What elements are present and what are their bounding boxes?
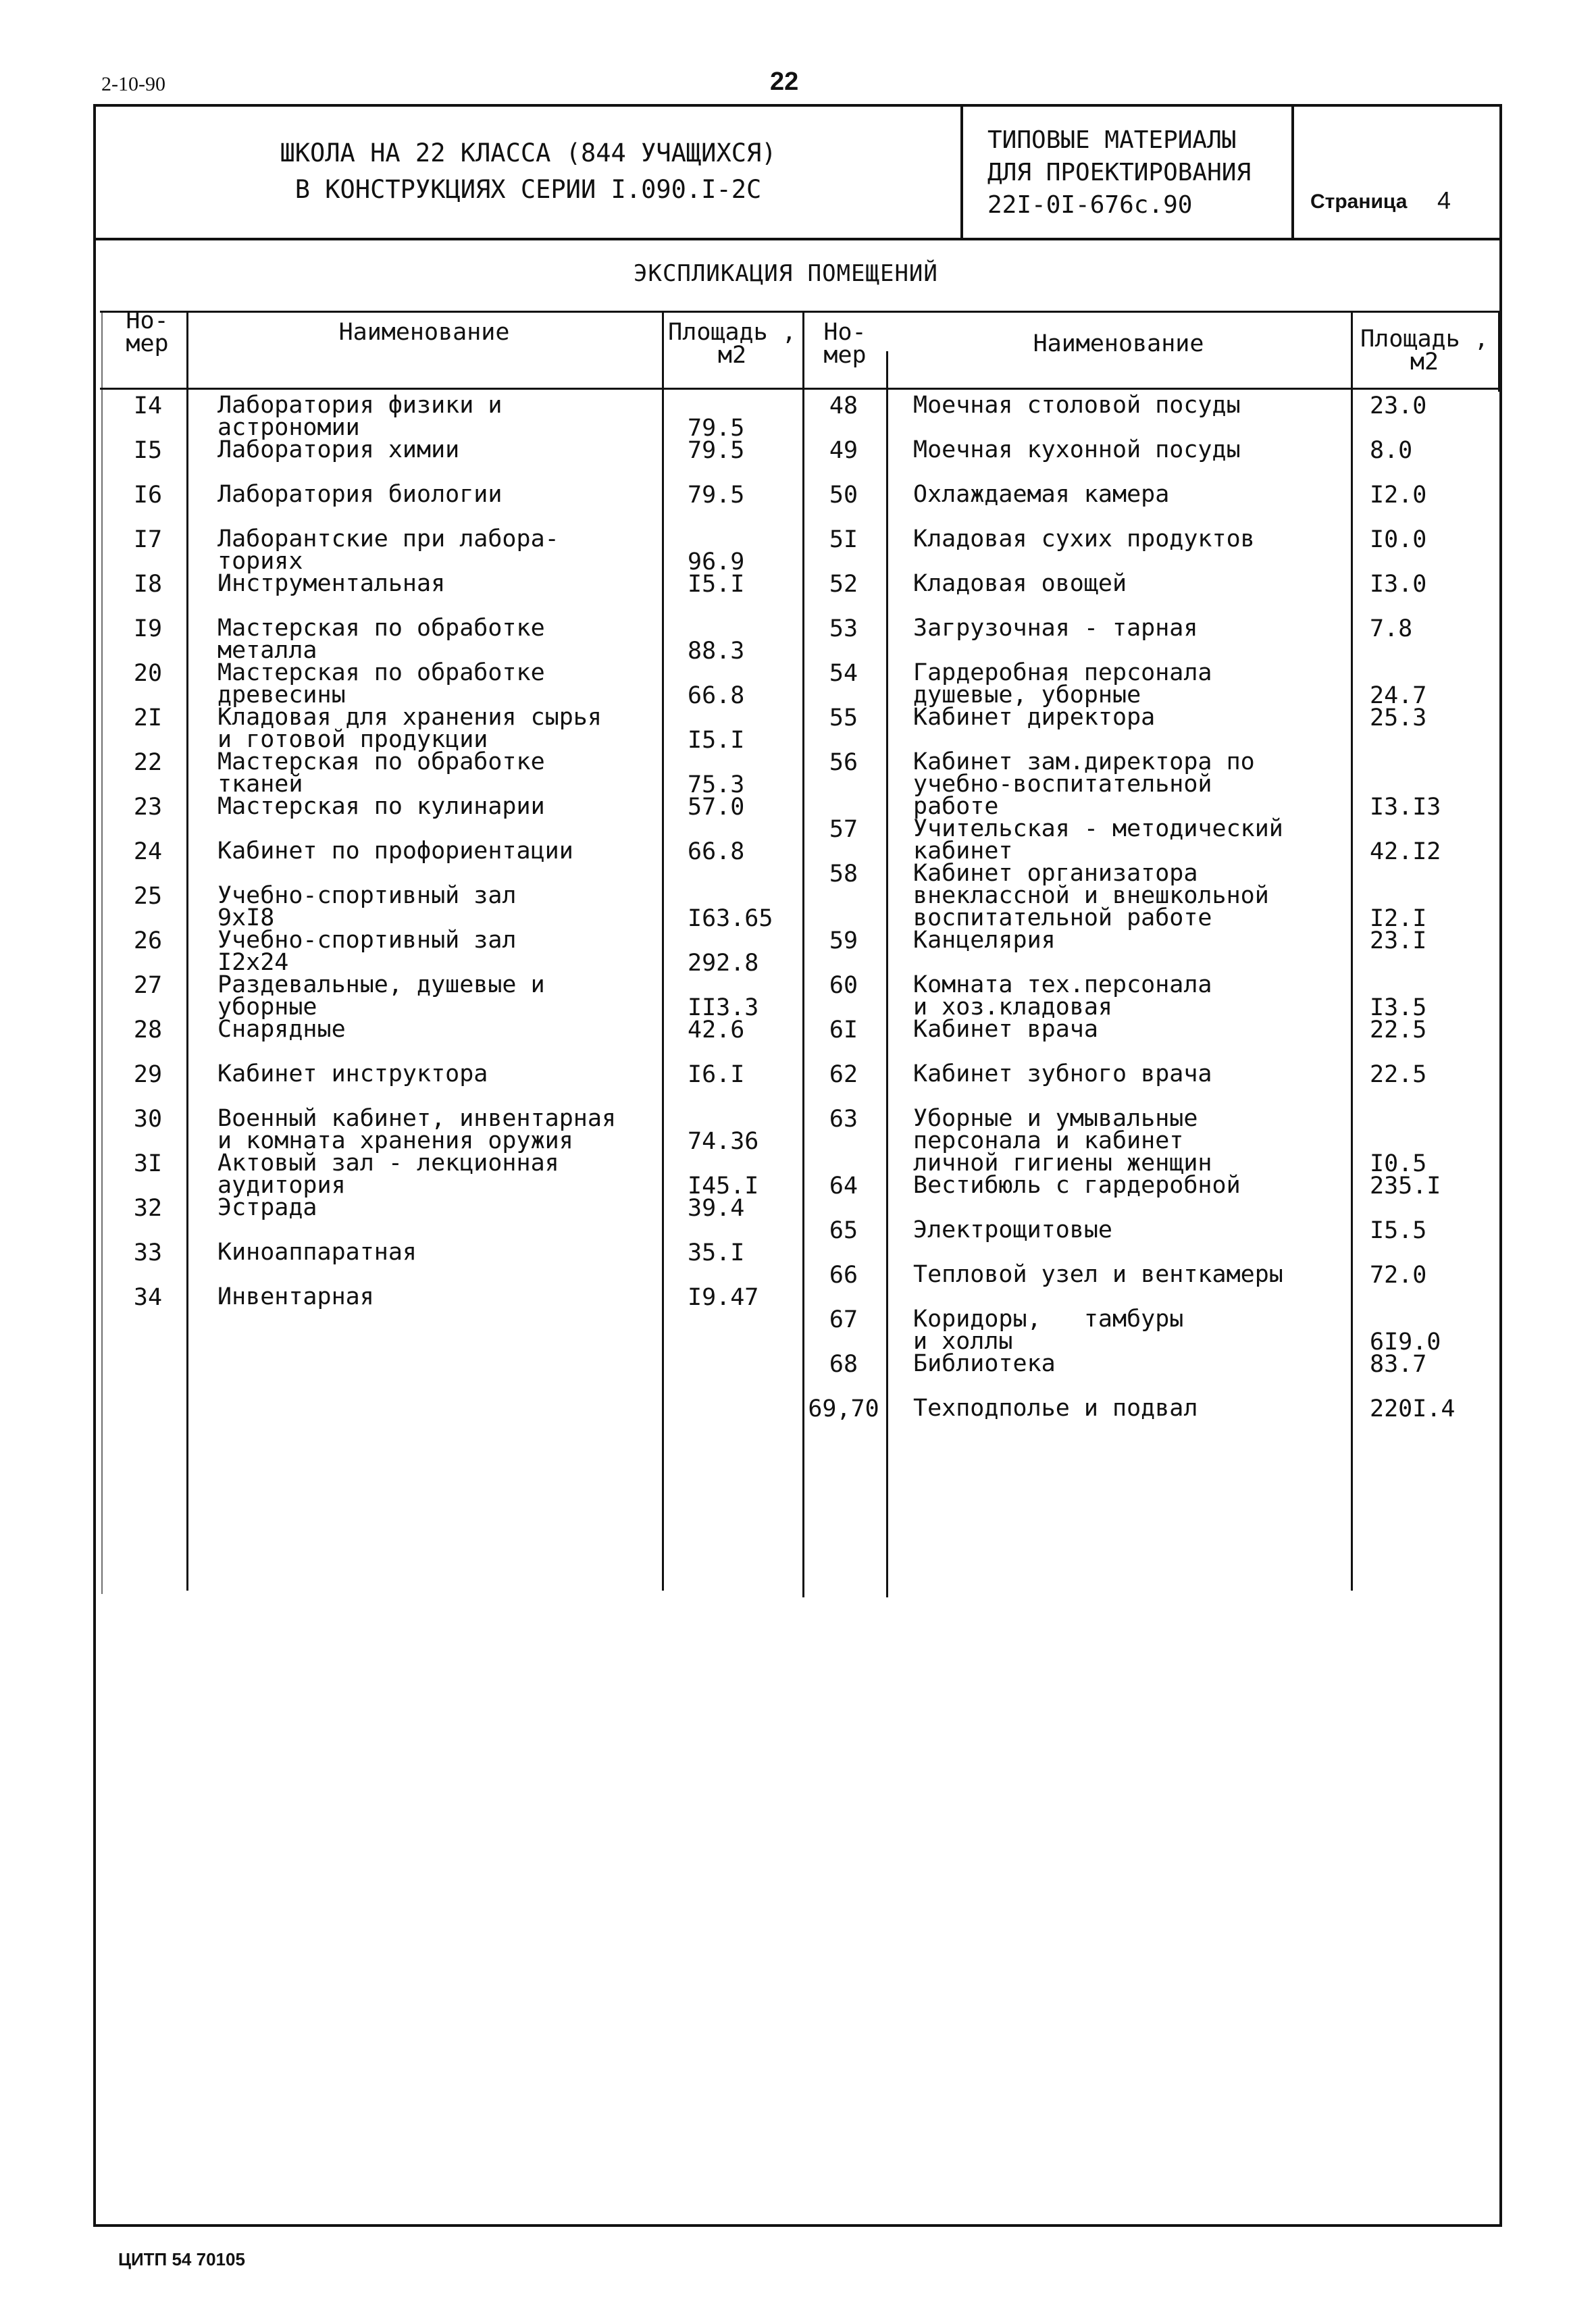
room-area: 66.8 <box>688 838 745 865</box>
room-name: Инструментальная <box>217 570 446 597</box>
room-area: 25.3 <box>1370 704 1427 731</box>
room-number: 29 <box>133 1061 163 1088</box>
room-number: 22 <box>133 749 163 776</box>
sheet-number: 22 <box>770 68 799 96</box>
room-name: Мастерская по кулинарии <box>217 793 545 820</box>
room-area: I5.I <box>688 727 745 754</box>
room-number: I8 <box>133 571 163 598</box>
room-area: 72.0 <box>1370 1262 1427 1289</box>
room-area: 8.0 <box>1370 437 1413 464</box>
header-bottom-rule <box>100 388 1499 390</box>
room-number: 26 <box>133 927 163 954</box>
column-rule <box>886 351 888 1597</box>
header-name: Наименование <box>1033 330 1204 357</box>
column-rule <box>101 311 103 1594</box>
column-rule <box>1498 311 1500 392</box>
room-area: 23.I <box>1370 927 1427 954</box>
room-name: Военный кабинет, инвентарная и комната хранения оружия <box>217 1105 617 1154</box>
room-name: Кабинет зубного врача <box>913 1060 1212 1087</box>
room-name: Мастерская по обработке металла <box>217 615 545 664</box>
footer-code: ЦИТП 54 70105 <box>118 2249 245 2269</box>
room-number: I7 <box>133 526 163 553</box>
room-area: 79.5 <box>688 482 745 509</box>
room-number: 6I <box>829 1017 858 1044</box>
room-number: I6 <box>133 482 163 509</box>
project-title: ШКОЛА НА 22 КЛАССА (844 УЧАЩИХСЯ) В КОНСТРУКЦИЯХ СЕРИИ I.090.I-2С <box>280 138 777 204</box>
room-number: 57 <box>829 816 858 843</box>
room-area: 7.8 <box>1370 615 1413 642</box>
room-area: I3.I3 <box>1370 794 1441 821</box>
room-name: Лаборатория физики и астрономии <box>217 392 503 441</box>
room-name: Актовый зал - лекционная аудитория <box>217 1150 559 1199</box>
room-number: 68 <box>829 1351 858 1378</box>
room-name: Учебно-спортивный зал 9хI8 <box>217 882 517 931</box>
room-number: 27 <box>133 972 163 999</box>
header-area: Площадь , м2 <box>668 319 796 369</box>
room-name: Эстрада <box>217 1194 317 1221</box>
room-area: 22.5 <box>1370 1061 1427 1088</box>
room-number: 62 <box>829 1061 858 1088</box>
room-name: Тепловой узел и венткамеры <box>913 1261 1283 1288</box>
room-area: 220I.4 <box>1370 1395 1456 1422</box>
room-number: 20 <box>133 660 163 687</box>
room-name: Кабинет организатора внеклассной и внешкольной воспитательной работе <box>913 860 1269 931</box>
room-name: Лаборантские при лабора- ториях <box>217 525 559 575</box>
room-area: II3.3 <box>688 994 759 1021</box>
room-name: Снарядные <box>217 1016 346 1043</box>
room-name: Учительская - методический кабинет <box>913 815 1283 865</box>
room-number: I5 <box>133 437 163 464</box>
document-code: 2-10-90 <box>101 73 165 95</box>
room-number: 5I <box>829 526 858 553</box>
room-area: I6.I <box>688 1061 745 1088</box>
room-number: 63 <box>829 1106 858 1133</box>
room-name: Комната тех.персонала и хоз.кладовая <box>913 971 1212 1021</box>
room-name: Мастерская по обработке тканей <box>217 748 545 798</box>
room-area: 23.0 <box>1370 392 1427 419</box>
room-area: I0.0 <box>1370 526 1427 553</box>
room-number: 32 <box>133 1195 163 1222</box>
room-area: I5.5 <box>1370 1217 1427 1244</box>
room-area: I63.65 <box>688 905 773 932</box>
room-number: 34 <box>133 1284 163 1311</box>
room-name: Моечная кухонной посуды <box>913 436 1241 463</box>
column-rule <box>1351 311 1353 1591</box>
room-area: 42.I2 <box>1370 838 1441 865</box>
room-name: Кладовая для хранения сырья и готовой продукции <box>217 704 602 753</box>
room-area: I3.0 <box>1370 571 1427 598</box>
room-name: Кабинет по профориентации <box>217 838 573 865</box>
room-number: 25 <box>133 883 163 910</box>
room-name: Раздевальные, душевые и уборные <box>217 971 545 1021</box>
header-number: Но- мер <box>823 319 867 369</box>
room-area: I45.I <box>688 1173 759 1200</box>
room-area: 6I9.0 <box>1370 1329 1441 1356</box>
room-area: I9.47 <box>688 1284 759 1311</box>
room-area: 79.5 <box>688 437 745 464</box>
room-name: Моечная столовой посуды <box>913 392 1241 419</box>
room-area: 83.7 <box>1370 1351 1427 1378</box>
room-number: 3I <box>133 1150 163 1177</box>
room-number: 54 <box>829 660 858 687</box>
room-name: Кабинет директора <box>913 704 1156 731</box>
page-number: 4 <box>1437 186 1451 214</box>
room-name: Коридоры, тамбуры и холлы <box>913 1306 1184 1355</box>
series-designation: ТИПОВЫЕ МАТЕРИАЛЫ ДЛЯ ПРОЕКТИРОВАНИЯ 22I-0I-676с.90 <box>987 126 1252 219</box>
room-name: Кабинет зам.директора по учебно-воспитательной работе <box>913 748 1255 820</box>
column-rule <box>662 311 664 1591</box>
room-number: 28 <box>133 1017 163 1044</box>
room-number: 48 <box>829 392 858 419</box>
room-name: Вестибюль с гардеробной <box>913 1172 1241 1199</box>
room-number: 49 <box>829 437 858 464</box>
room-number: 56 <box>829 749 858 776</box>
table-heading: ЭКСПЛИКАЦИЯ ПОМЕЩЕНИЙ <box>634 260 938 287</box>
room-name: Кабинет врача <box>913 1016 1098 1043</box>
room-area: I2.I <box>1370 905 1427 932</box>
room-number: 55 <box>829 704 858 731</box>
room-name: Гардеробная персонала душевые, уборные <box>913 659 1212 709</box>
room-number: 33 <box>133 1239 163 1266</box>
room-area: 79.5 <box>688 415 745 442</box>
room-area: 42.6 <box>688 1017 745 1044</box>
room-name: Кладовая овощей <box>913 570 1127 597</box>
room-area: 292.8 <box>688 950 759 977</box>
room-number: 67 <box>829 1306 858 1333</box>
room-area: 35.I <box>688 1239 745 1266</box>
room-number: 30 <box>133 1106 163 1133</box>
page-label: Страница <box>1310 190 1408 213</box>
header-name: Наименование <box>338 319 510 346</box>
room-name: Кабинет инструктора <box>217 1060 488 1087</box>
room-number: 53 <box>829 615 858 642</box>
table-top-rule <box>100 311 1499 313</box>
room-name: Мастерская по обработке древесины <box>217 659 545 709</box>
room-area: 235.I <box>1370 1173 1441 1200</box>
room-name: Лаборатория химии <box>217 436 460 463</box>
room-number: 59 <box>829 927 858 954</box>
room-number: 64 <box>829 1173 858 1200</box>
header-number: Но- мер <box>126 307 169 357</box>
room-number: 2I <box>133 704 163 731</box>
room-name: Канцелярия <box>913 927 1056 954</box>
room-number: 52 <box>829 571 858 598</box>
room-area: I5.I <box>688 571 745 598</box>
room-area: 39.4 <box>688 1195 745 1222</box>
room-number: I9 <box>133 615 163 642</box>
title-block-divider <box>960 104 963 240</box>
room-area: 57.0 <box>688 794 745 821</box>
room-number: 50 <box>829 482 858 509</box>
room-name: Инвентарная <box>217 1283 374 1310</box>
room-number: 23 <box>133 794 163 821</box>
room-area: 66.8 <box>688 682 745 709</box>
room-area: 96.9 <box>688 548 745 575</box>
room-area: I2.0 <box>1370 482 1427 509</box>
room-area: I3.5 <box>1370 994 1427 1021</box>
room-area: 22.5 <box>1370 1017 1427 1044</box>
room-name: Библиотека <box>913 1350 1056 1377</box>
room-name: Техподполье и подвал <box>913 1395 1198 1422</box>
room-name: Электрощитовые <box>913 1216 1113 1243</box>
room-number: 69,70 <box>808 1395 879 1422</box>
room-area: 88.3 <box>688 638 745 665</box>
room-area: 75.3 <box>688 771 745 798</box>
room-number: 58 <box>829 860 858 888</box>
room-area: 74.36 <box>688 1128 759 1155</box>
room-name: Загрузочная - тарная <box>913 615 1198 642</box>
room-name: Охлаждаемая камера <box>913 481 1170 508</box>
room-area: I0.5 <box>1370 1150 1427 1177</box>
room-number: 65 <box>829 1217 858 1244</box>
header-area: Площадь , м2 <box>1360 326 1489 376</box>
room-name: Учебно-спортивный зал I2х24 <box>217 927 517 976</box>
room-number: 24 <box>133 838 163 865</box>
room-name: Киноаппаратная <box>217 1239 417 1266</box>
room-number: I4 <box>133 392 163 419</box>
room-number: 66 <box>829 1262 858 1289</box>
room-area: 24.7 <box>1370 682 1427 709</box>
room-name: Лаборатория биологии <box>217 481 503 508</box>
title-block-divider <box>1291 104 1294 240</box>
room-name: Кладовая сухих продуктов <box>913 525 1255 552</box>
room-name: Уборные и умывальные персонала и кабинет личной гигиены женщин <box>913 1105 1212 1177</box>
room-number: 60 <box>829 972 858 999</box>
